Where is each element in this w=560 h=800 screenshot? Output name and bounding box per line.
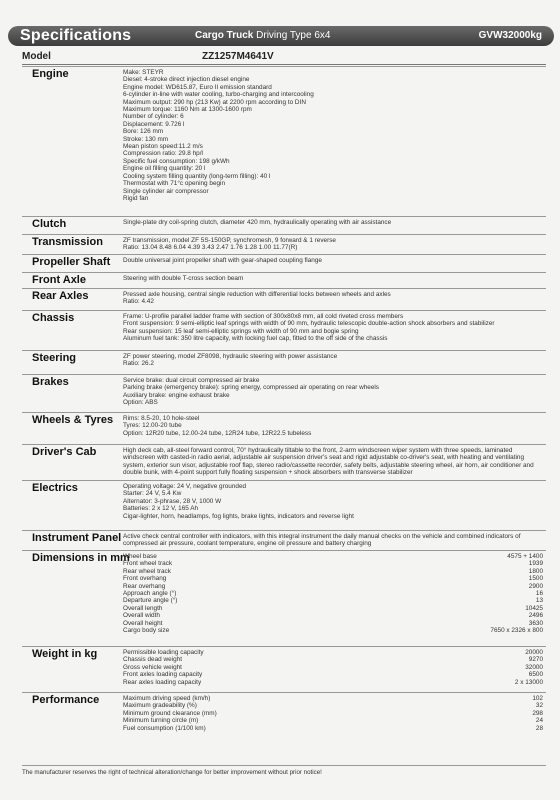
dimension-key: Cargo body size: [123, 626, 170, 634]
dimension-value: 16: [535, 589, 543, 597]
brakes-line: Service brake: dual circuit compressed air brake: [123, 377, 260, 384]
dimension-value: 13: [535, 597, 543, 605]
weight-value: 20000: [525, 649, 543, 656]
wheels-tyres-line: Rims: 8.5-20, 10 hole-steel: [123, 415, 200, 422]
instrument-panel-label: Instrument Panel: [32, 532, 122, 544]
rear-axles-label: Rear Axles: [32, 290, 89, 302]
engine-label: Engine: [32, 68, 69, 80]
dimension-value: 1800: [528, 567, 543, 575]
dimension-key: Rear overhang: [123, 582, 166, 590]
dimension-key: Approach angle (°): [123, 589, 177, 597]
performance-key: Maximum driving speed (km/h): [123, 695, 211, 702]
front-axle-section: [22, 272, 546, 289]
chassis-label: Chassis: [32, 312, 75, 324]
performance-key: Fuel consumption (1/100 km): [123, 724, 206, 732]
engine-line: Make: STEYR: [123, 69, 164, 76]
model-label: Model: [22, 51, 51, 62]
transmission-line: ZF transmission, model ZF 5S-150GP, synchromesh, 9 forward & 1 reverse: [123, 237, 336, 244]
brakes-line: Auxiliary brake: engine exhaust brake: [123, 391, 230, 399]
steering-ratio: Ratio: 26.2: [123, 360, 154, 368]
performance-value: 24: [535, 717, 543, 725]
electrics-line: Starter: 24 V, 5.4 Kw: [123, 490, 182, 498]
performance-value: 28: [535, 724, 543, 732]
engine-line: Single cylinder air compressor: [123, 187, 209, 195]
performance-row: [123, 725, 543, 732]
dimension-key: Front overhang: [123, 575, 167, 583]
chassis-line: Frame: U-profile parallel ladder frame with section of 300x80x8 mm, all cold riveted cross members: [123, 313, 404, 320]
clutch-section: [22, 216, 546, 235]
performance-key: Maximum gradeability (%): [123, 702, 197, 710]
chassis-line: Aluminum fuel tank: 350 litre capacity, with locking fuel cap, fitted to the off side of the chassis: [123, 335, 388, 343]
transmission-section: [22, 234, 546, 255]
engine-line: Engine oil filling quantity: 20 l: [123, 165, 206, 173]
weight-key: Chassis dead weight: [123, 656, 182, 664]
performance-key: Minimum ground clearance (mm): [123, 709, 217, 717]
performance-table: [123, 695, 543, 732]
drivers-cab-text: High deck cab, all-steel forward control, 70° hydraulically tiltable to the front, 2-arm windscreen wiper system with three speeds, laminated windscreen with casted-in radio aerial, adjustable air suspension driver's seat and rigid adjustable co-driver's seat, with heating and ventilating system, exterior sun visor, adjustable roof flap, stereo radio/cassette recorder, safety belts, adjustable steering wheel, air horn, air conditioner and double bunk, with 4-point support fully floating suspension + shock absorbers with transverse stabilizer: [123, 447, 534, 477]
propeller-shaft-specs: [123, 257, 543, 264]
dimension-row: [123, 605, 543, 612]
steering-specs: [123, 353, 543, 368]
weight-row: [123, 664, 543, 671]
weight-value: 6500: [528, 671, 543, 679]
wheels-tyres-label: Wheels & Tyres: [32, 414, 114, 426]
transmission-label: Transmission: [32, 236, 103, 248]
dimension-row: [123, 583, 543, 590]
rear-axles-section: [22, 288, 546, 311]
drivers-cab-label: Driver's Cab: [32, 446, 97, 458]
engine-line: Diesel: 4-stroke direct injection diesel engine: [123, 76, 250, 84]
gvw-label: GVW32000kg: [478, 30, 542, 41]
rear-axles-specs: [123, 291, 543, 306]
steering-label: Steering: [32, 352, 77, 364]
engine-line: Bore: 126 mm: [123, 128, 164, 136]
performance-value: 102: [532, 695, 543, 702]
dimension-key: Rear wheel track: [123, 567, 171, 575]
performance-row: [123, 695, 543, 702]
dimension-key: Overall width: [123, 612, 160, 620]
disclaimer: The manufacturer reserves the right of technical alteration/change for better improvement without prior notice!: [22, 765, 546, 776]
steering-line: ZF power steering, model ZF8098, hydraulic steering with power assistance: [123, 353, 338, 360]
propeller-shaft-line: Double universal joint propeller shaft with gear-shaped coupling flange: [123, 257, 322, 264]
spec-header-bar: [8, 26, 554, 46]
engine-line: 6-cylinder in-line with water cooling, turbo-charging and intercooling: [123, 91, 314, 99]
engine-specs: [123, 69, 543, 202]
clutch-line: Single-plate dry coil-spring clutch, diameter 420 mm, hydraulically operating with air assistance: [123, 219, 392, 226]
weight-value: 32000: [525, 663, 543, 671]
electrics-line: Operating voltage: 24 V, negative grounded: [123, 483, 247, 490]
dimension-value: 1500: [528, 575, 543, 583]
engine-line: Mean piston speed:11.2 m/s: [123, 143, 203, 151]
chassis-section: [22, 310, 546, 351]
dimensions-table: [123, 553, 543, 634]
clutch-label: Clutch: [32, 218, 67, 230]
rear-axles-line: Pressed axle housing, central single reduction with differential locks between wheels and axles: [123, 291, 391, 298]
engine-line: Displacement: 9.726 l: [123, 120, 185, 128]
wheels-tyres-line: Option: 12R20 tube, 12.00-24 tube, 12R24 tube, 12R22.5 tubeless: [123, 429, 312, 437]
engine-section: [22, 66, 546, 215]
dimension-row: [123, 597, 543, 604]
dimension-row: [123, 612, 543, 619]
instrument-panel-section: [22, 530, 546, 551]
weight-value: 2 x 13000: [514, 678, 543, 686]
electrics-line: Batteries: 2 x 12 V, 165 Ah: [123, 505, 199, 513]
dimension-row: [123, 553, 543, 560]
performance-row: [123, 710, 543, 717]
weight-row: [123, 671, 543, 678]
wheels-tyres-line: Tyres: 12.00-20 tube: [123, 422, 182, 430]
brakes-line: Option: ABS: [123, 399, 158, 407]
performance-key: Minimum turning circle (m): [123, 717, 199, 725]
performance-value: 298: [532, 709, 543, 717]
driving-type: Driving Type 6x4: [256, 30, 331, 41]
propeller-shaft-label: Propeller Shaft: [32, 256, 111, 268]
clutch-specs: [123, 219, 543, 226]
performance-row: [123, 717, 543, 724]
dimension-row: [123, 620, 543, 627]
weight-key: Rear axles loading capacity: [123, 678, 202, 686]
weight-row: [123, 679, 543, 686]
dimension-key: Overall length: [123, 604, 163, 612]
page-title: Specifications: [20, 27, 132, 44]
dimension-row: [123, 575, 543, 582]
model-row: [22, 50, 546, 65]
weight-value: 9270: [528, 656, 543, 664]
dimension-key: Front wheel track: [123, 560, 173, 568]
wheels-tyres-specs: [123, 415, 543, 437]
dimension-row: [123, 590, 543, 597]
brakes-label: Brakes: [32, 376, 69, 388]
rear-axles-ratio: Ratio: 4.42: [123, 298, 154, 306]
dimension-value: 3630: [528, 619, 543, 627]
dimensions-label: Dimensions in mm: [32, 552, 130, 564]
weight-section: [22, 646, 546, 693]
dimension-value: 2900: [528, 582, 543, 590]
front-axle-label: Front Axle: [32, 274, 86, 286]
engine-line: Compression ratio: 29.8 hp/l: [123, 150, 203, 158]
engine-line: Engine model: WD615.87, Euro II emission standard: [123, 83, 272, 91]
electrics-line: Alternator: 3-phrase, 28 V, 1000 W: [123, 497, 222, 505]
engine-line: Cooling system filling quantity (long-term filling): 40 l: [123, 172, 271, 180]
engine-line: Maximum output: 290 hp (213 Kw) at 2200 rpm according to DIN: [123, 98, 306, 106]
brakes-section: [22, 374, 546, 413]
dimension-row: [123, 627, 543, 634]
engine-line: Thermostat with 71°c opening begin: [123, 180, 226, 188]
dimension-row: [123, 560, 543, 567]
engine-line: Specific fuel consumption: 198 g/kWh: [123, 157, 230, 165]
dimension-value: 2496: [528, 612, 543, 620]
model-value: ZZ1257M4641V: [202, 51, 274, 62]
propeller-shaft-section: [22, 254, 546, 273]
steering-section: [22, 350, 546, 373]
transmission-ratio: Ratio: 13.04 8.48 6.04 4.39 3.43 2.47 1.76 1.28 1.00 11.77(R): [123, 244, 298, 252]
transmission-specs: [123, 237, 543, 252]
vehicle-type-name: Cargo Truck: [195, 30, 254, 41]
electrics-specs: [123, 483, 543, 520]
engine-line: Number of cylinder: 6: [123, 113, 184, 121]
engine-line: Rigid fan: [123, 194, 149, 202]
dimension-value: 7650 x 2326 x 800: [490, 626, 543, 634]
front-axle-line: Steering with double T-cross section beam: [123, 275, 244, 282]
dimension-value: 10425: [525, 604, 543, 612]
brakes-line: Parking brake (emergency brake): spring energy, compressed air operating on rear wheels: [123, 384, 379, 392]
brakes-specs: [123, 377, 543, 407]
engine-line: Stroke: 130 mm: [123, 135, 169, 143]
dimension-key: Wheel base: [123, 553, 157, 560]
chassis-line: Front suspension: 9 semi-elliptic leaf springs with width of 90 mm, hydraulic telescopic double-action shock absorbers and stabilizer: [123, 320, 495, 328]
electrics-label: Electrics: [32, 482, 78, 494]
dimensions-section: [22, 550, 546, 645]
wheels-tyres-section: [22, 412, 546, 443]
weight-label: Weight in kg: [32, 648, 98, 660]
weight-key: Permissible loading capacity: [123, 649, 204, 656]
weight-row: [123, 656, 543, 663]
weight-key: Front axles loading capacity: [123, 671, 203, 679]
performance-label: Performance: [32, 694, 100, 706]
engine-line: Maximum torque: 1160 Nm at 1300-1600 rpm: [123, 106, 252, 114]
drivers-cab-section: [22, 444, 546, 479]
dimension-row: [123, 568, 543, 575]
performance-section: [22, 692, 546, 739]
performance-row: [123, 702, 543, 709]
chassis-line: Rear suspension: 15 leaf semi-elliptic springs with width of 90 mm and bogie spring: [123, 327, 359, 335]
chassis-specs: [123, 313, 543, 343]
vehicle-type: [195, 30, 330, 41]
performance-value: 32: [535, 702, 543, 710]
weight-row: [123, 649, 543, 656]
dimension-key: Overall height: [123, 619, 163, 627]
electrics-line: Cigar-lighter, horn, headlamps, fog lights, brake lights, indicators and reverse light: [123, 512, 354, 520]
front-axle-specs: [123, 275, 543, 282]
weight-table: [123, 649, 543, 686]
electrics-section: [22, 480, 546, 529]
dimension-value: 4575 + 1400: [507, 553, 543, 560]
dimension-value: 1939: [528, 560, 543, 568]
dimension-key: Departure angle (°): [123, 597, 178, 605]
instrument-panel-text: Active check central controller with indicators, with this integral instrument the daily manual checks on the vehicle and combined indicators of compressed air pressure, coolant temperature, engine oil pressure and battery charging: [123, 533, 521, 548]
weight-key: Gross vehicle weight: [123, 663, 182, 671]
